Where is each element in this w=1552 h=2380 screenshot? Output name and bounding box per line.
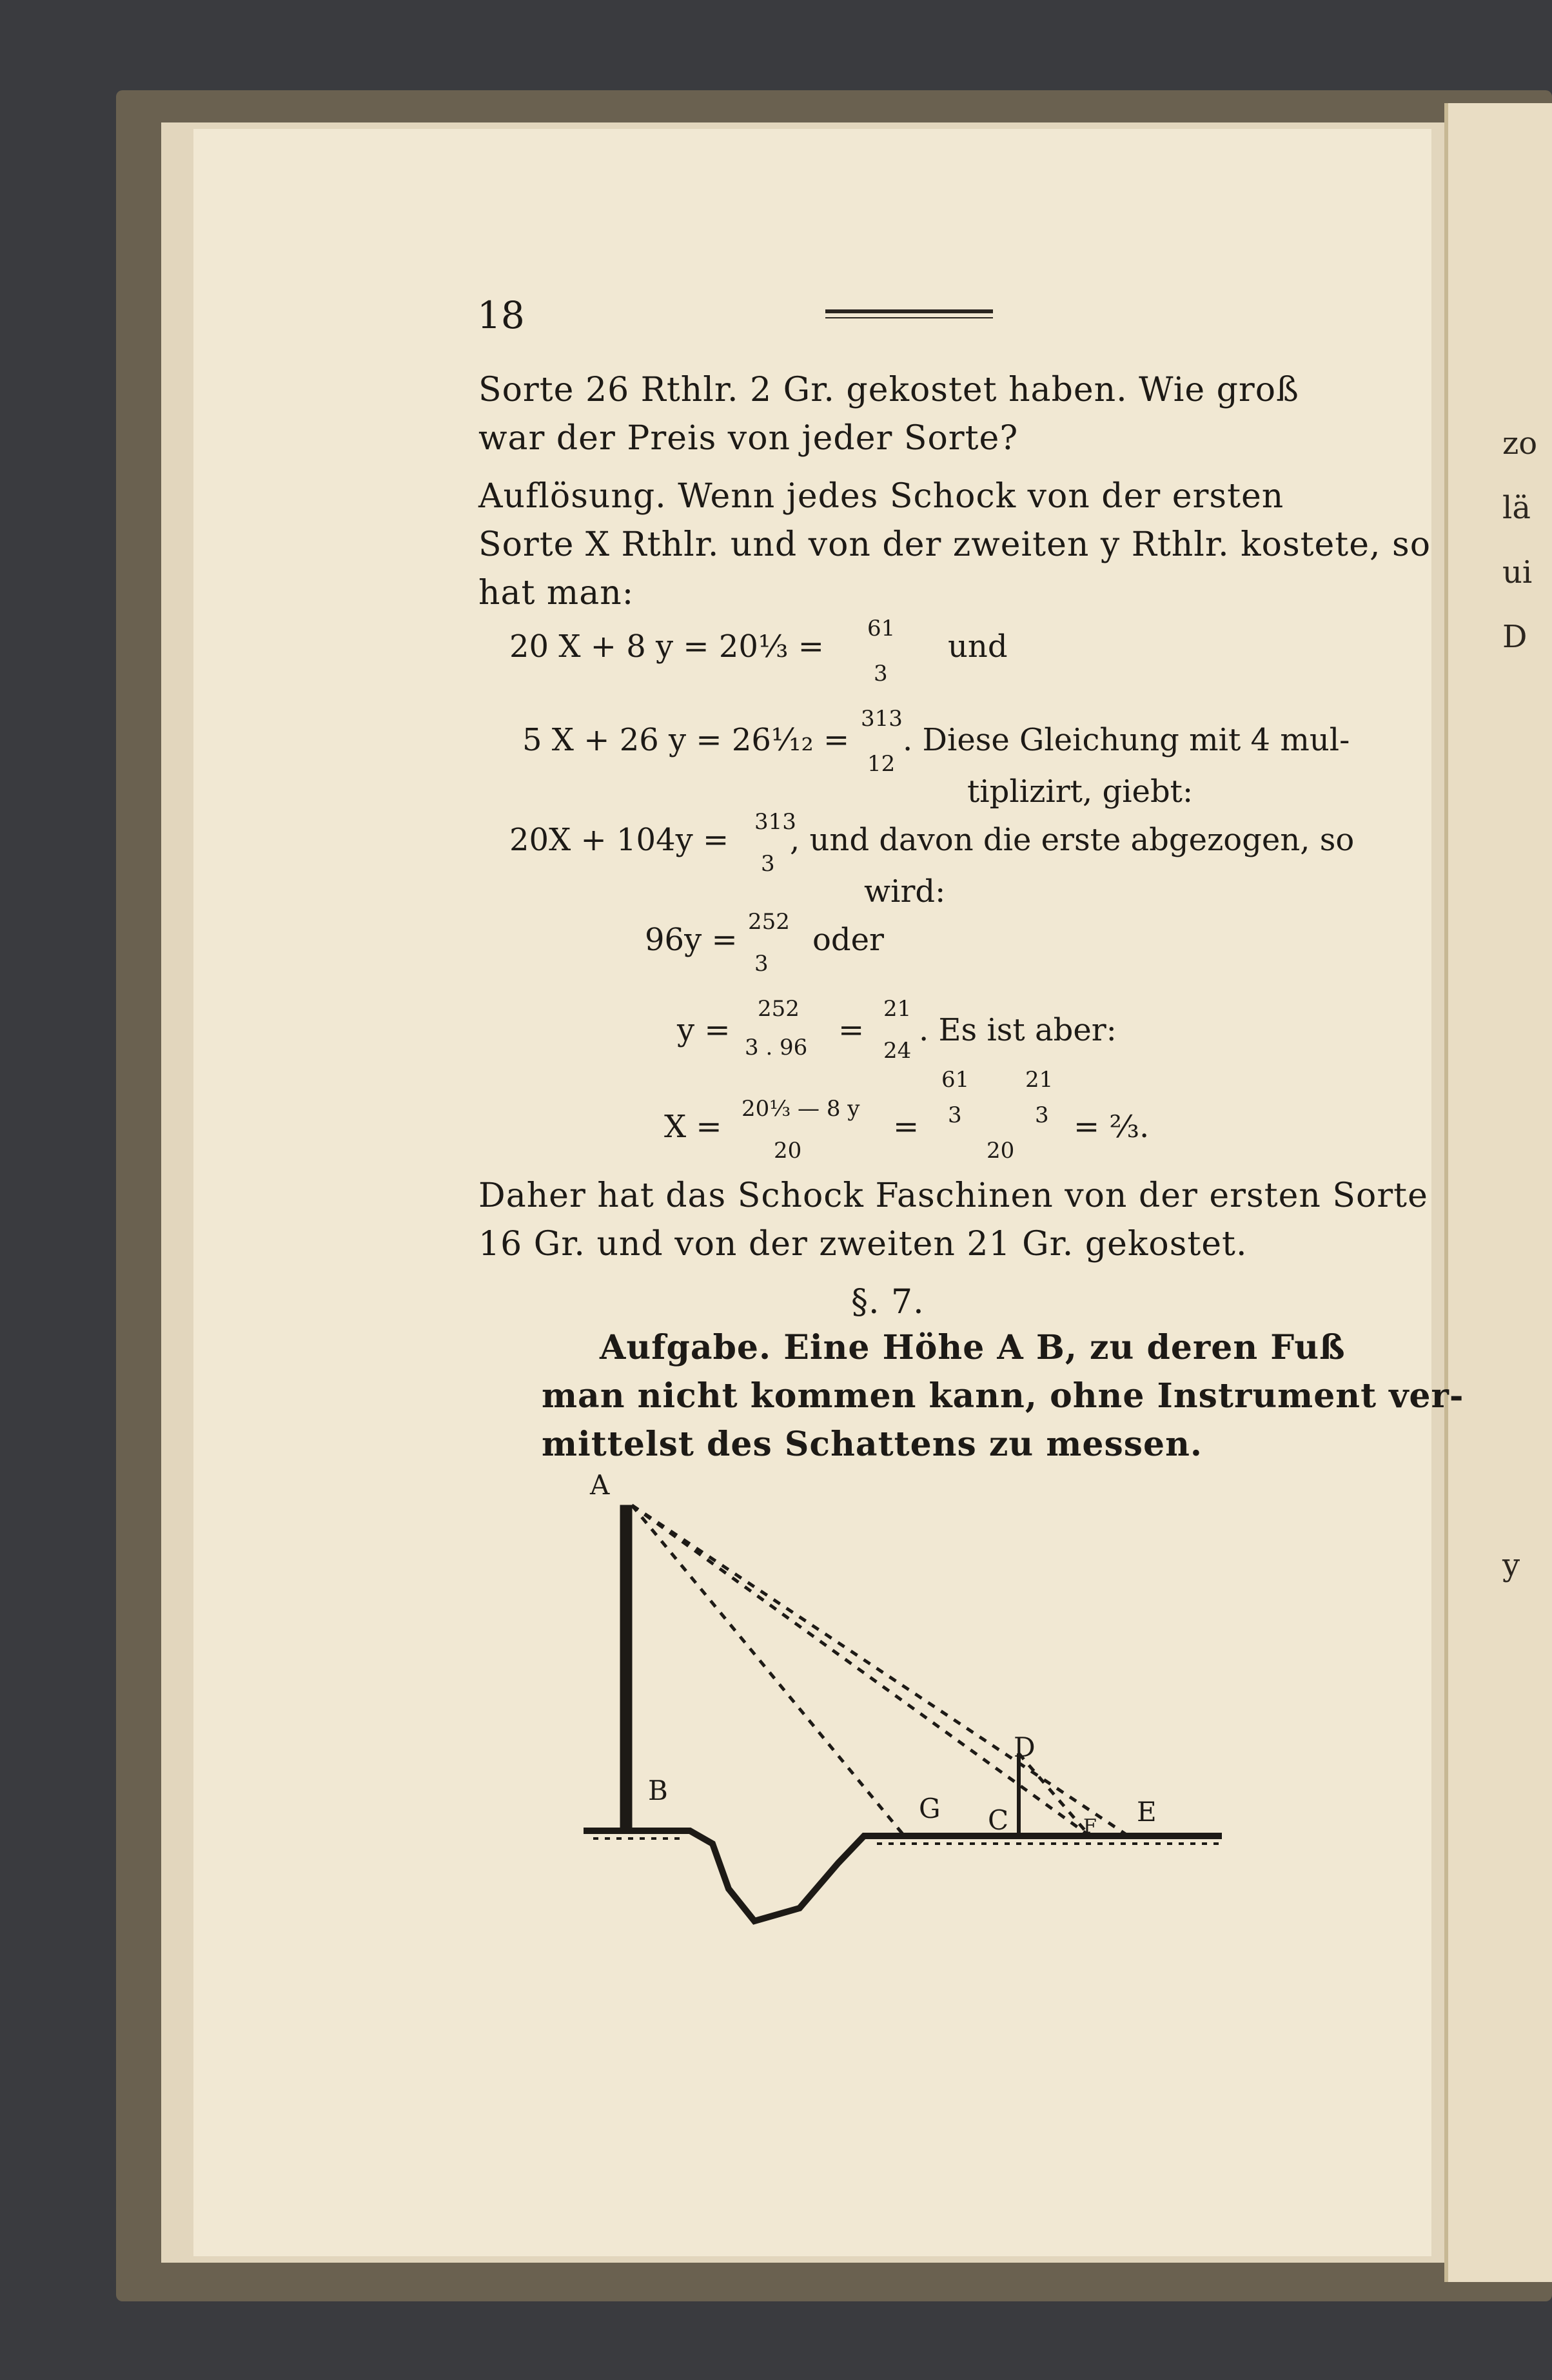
- equation-2-denominator: 12: [867, 751, 896, 777]
- text-line: Daher hat das Schock Faschinen von der ersten Sorte: [478, 1176, 1428, 1215]
- equation-1-left: 20 X + 8 y = 20⅓ =: [509, 629, 824, 665]
- equation-6-numerator-2c: 21: [1025, 1067, 1054, 1093]
- equation-5-denominator-2: 24: [883, 1038, 912, 1064]
- equation-6-left: X =: [664, 1109, 722, 1145]
- equation-4-numerator: 252: [748, 909, 790, 935]
- equation-6-right: = ⅔.: [1074, 1109, 1150, 1145]
- task-line: Aufgabe. Eine Höhe A B, zu deren Fuß: [600, 1328, 1346, 1367]
- text-line: Sorte X Rthlr. und von der zweiten y Rthlr. kostete, so: [478, 525, 1431, 564]
- equation-6-numerator-2a: 61: [941, 1067, 970, 1093]
- page-number: 18: [477, 293, 525, 337]
- equation-6-numerator-2b: 3: [948, 1102, 962, 1128]
- label-a: A: [590, 1469, 610, 1501]
- label-b: B: [648, 1775, 668, 1806]
- equation-3-left: 20X + 104y =: [509, 822, 729, 858]
- equation-6-equals: =: [893, 1109, 919, 1145]
- equation-1-numerator: 61: [867, 616, 896, 641]
- tower-ab: [620, 1505, 632, 1831]
- text-line: war der Preis von jeder Sorte?: [478, 419, 1019, 458]
- label-f: F: [1083, 1815, 1097, 1838]
- task-line: mittelst des Schattens zu messen.: [542, 1425, 1203, 1464]
- ground-hatching: [593, 1839, 1219, 1844]
- equation-2-left: 5 X + 26 y = 26¹⁄₁₂ =: [522, 722, 850, 758]
- shadow-ray-d: [1019, 1753, 1090, 1836]
- next-page-fragment: D: [1502, 619, 1527, 655]
- equation-5-left: y =: [677, 1012, 731, 1048]
- equation-5-numerator-2: 21: [883, 996, 912, 1022]
- equation-3-right: , und davon die erste abgezogen, so: [790, 822, 1355, 858]
- label-g: G: [919, 1793, 941, 1824]
- equation-3-continuation: wird:: [864, 873, 946, 910]
- text-line: Auflösung. Wenn jedes Schock von der ersten: [478, 477, 1284, 516]
- next-page-fragment: y: [1502, 1547, 1520, 1583]
- section-heading: §. 7.: [851, 1283, 925, 1322]
- shadow-ray-e: [632, 1505, 1128, 1836]
- equation-3-denominator: 3: [761, 851, 775, 877]
- label-e: E: [1137, 1796, 1157, 1828]
- equation-5-right: . Es ist aber:: [919, 1012, 1117, 1048]
- equation-5-equals: =: [838, 1012, 865, 1048]
- label-c: C: [988, 1804, 1009, 1836]
- text-line: Sorte 26 Rthlr. 2 Gr. gekostet haben. Wie groß: [478, 371, 1299, 409]
- equation-6-denominator-1: 20: [774, 1138, 802, 1164]
- equation-1-denominator: 3: [874, 661, 888, 687]
- equation-6-numerator-1: 20⅓ — 8 y: [742, 1096, 860, 1122]
- equation-4-right: oder: [812, 922, 884, 958]
- equation-1-right: und: [948, 629, 1008, 665]
- equation-5-numerator-1: 252: [758, 996, 800, 1022]
- text-line: 16 Gr. und von der zweiten 21 Gr. gekostet.: [478, 1225, 1248, 1263]
- text-line: hat man:: [478, 574, 634, 612]
- equation-3-numerator: 313: [754, 809, 796, 835]
- equation-4-denominator: 3: [754, 951, 769, 977]
- equation-6-denominator-2: 20: [987, 1138, 1015, 1164]
- equation-2-continuation: tiplizirt, giebt:: [967, 774, 1193, 810]
- shadow-ray-f: [632, 1505, 1090, 1836]
- equation-4-left: 96y =: [645, 922, 738, 958]
- equation-6-numerator-2d: 3: [1035, 1102, 1049, 1128]
- label-d: D: [1014, 1731, 1036, 1763]
- equation-2-right: . Diese Gleichung mit 4 mul-: [903, 722, 1350, 758]
- task-line: man nicht kommen kann, ohne Instrument ver-: [542, 1376, 1464, 1416]
- equation-2-numerator: 313: [861, 706, 903, 732]
- next-page-fragment: ui: [1502, 554, 1533, 590]
- next-page-fragment: lä: [1502, 490, 1531, 526]
- equation-5-denominator-1: 3 . 96: [745, 1035, 808, 1060]
- next-page-fragment: zo: [1502, 425, 1538, 462]
